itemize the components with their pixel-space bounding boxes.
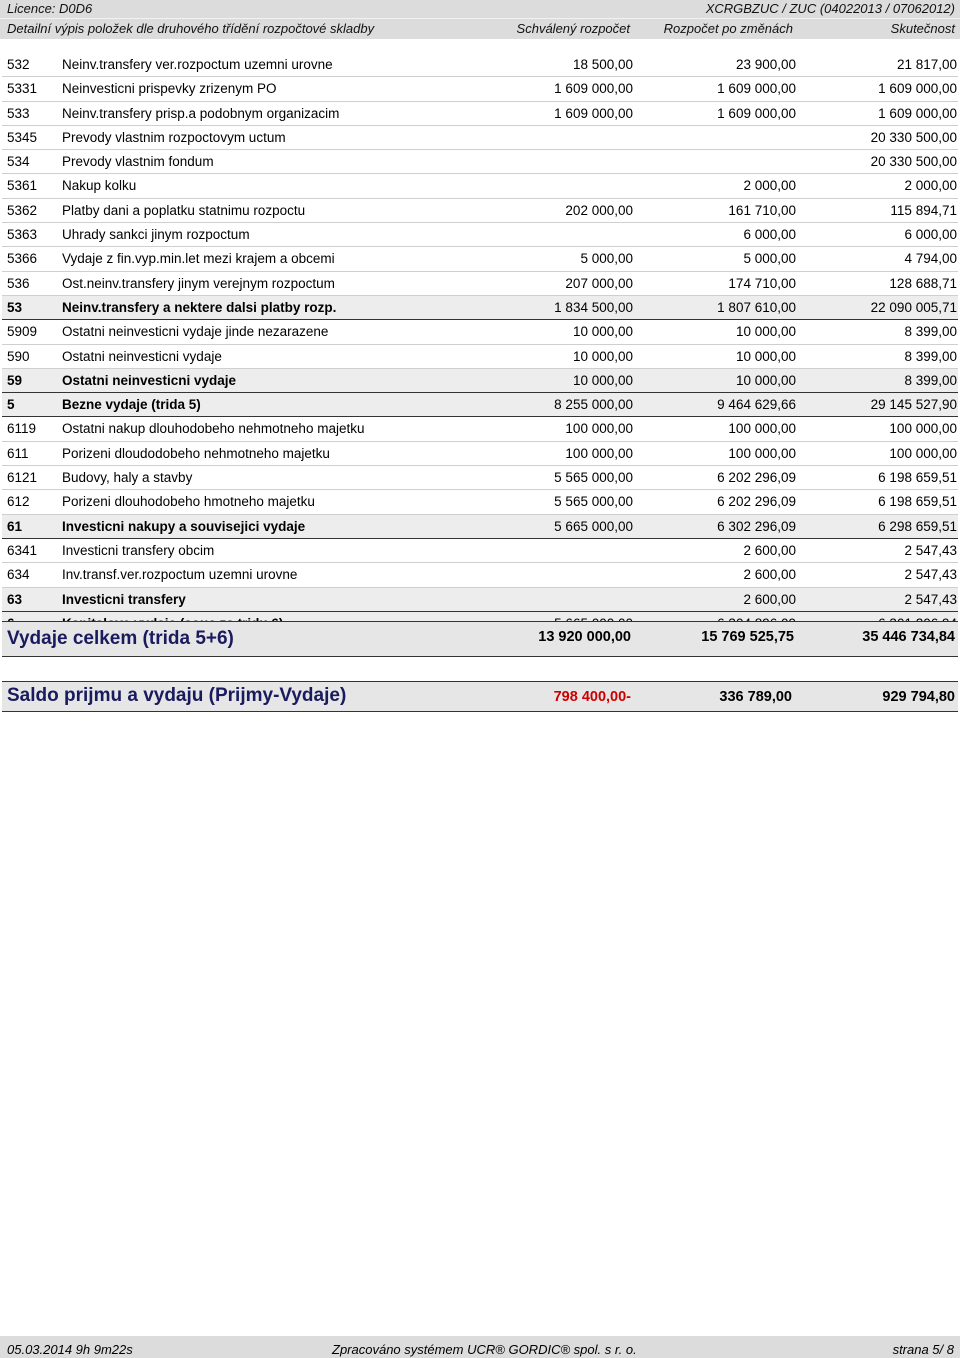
table-row [2,296,958,320]
row-name: Bezne vydaje (trida 5) [62,397,201,413]
row-name: Ostatni nakup dlouhodobeho nehmotneho majetku [62,421,365,437]
row-name: Ostatni neinvesticni vydaje [62,348,222,364]
row-actual: 29 145 527,90 [870,397,957,413]
table-row [2,223,958,247]
footer-system: Zpracováno systémem UCR® GORDIC® spol. s r. o. [332,1342,637,1357]
row-after-changes: 2 600,00 [743,542,796,558]
row-approved: 5 000,00 [580,251,633,267]
column-header-approved: Schválený rozpočet [516,21,630,36]
balance-label: Saldo prijmu a vydaju (Prijmy-Vydaje) [7,685,347,706]
row-name: Uhrady sankci jinym rozpoctum [62,227,250,243]
table-row [2,442,958,466]
row-code: 5362 [7,202,38,218]
row-name: Neinv.transfery prisp.a podobnym organizacim [62,105,340,121]
table-row [2,174,958,198]
table-row [2,563,958,587]
row-approved: 5 565 000,00 [554,470,633,486]
row-code: 5363 [7,227,38,243]
table-row [2,247,958,271]
row-approved: 10 000,00 [572,372,633,388]
row-code: 5909 [7,324,38,340]
table-row [2,102,958,126]
row-after-changes: 1 609 000,00 [717,105,796,121]
table-row [2,53,958,77]
row-actual: 6 198 659,51 [878,470,957,486]
row-approved: 10 000,00 [572,324,633,340]
row-actual: 6 298 659,51 [878,518,957,534]
table-row [2,466,958,490]
table-row [2,369,958,393]
row-actual: 22 090 005,71 [870,299,957,315]
budget-items-table [0,53,960,636]
row-name: Neinv.transfery a nektere dalsi platby rozp. [62,299,337,315]
row-actual: 21 817,00 [896,57,957,72]
row-code: 612 [7,494,30,510]
row-after-changes: 5 000,00 [743,251,796,267]
table-row [2,126,958,150]
balance-after-changes: 336 789,00 [719,689,792,705]
table-row [2,539,958,563]
row-actual: 100 000,00 [889,421,957,437]
row-after-changes: 6 000,00 [743,227,796,243]
table-row [2,272,958,296]
row-after-changes: 174 710,00 [728,275,796,291]
row-approved: 1 609 000,00 [554,105,633,121]
row-code: 61 [7,518,23,534]
row-approved: 18 500,00 [572,57,633,72]
report-subtitle: Detailní výpis položek dle druhového třídění rozpočtové skladby [7,21,375,36]
row-actual: 8 399,00 [904,324,957,340]
row-approved: 1 834 500,00 [554,299,633,315]
column-header-actual: Skutečnost [890,21,955,36]
row-name: Ost.neinv.transfery jinym verejnym rozpoctum [62,275,335,291]
row-actual: 100 000,00 [889,445,957,461]
row-after-changes: 6 302 296,09 [717,518,796,534]
row-approved: 5 565 000,00 [554,494,633,510]
balance-row [2,681,958,712]
row-after-changes: 6 202 296,09 [717,494,796,510]
row-after-changes: 161 710,00 [728,202,796,218]
row-code: 6341 [7,542,38,558]
balance-approved: 798 400,00- [553,689,631,705]
row-name: Investicni transfery [62,591,186,607]
row-actual: 2 547,43 [904,542,957,558]
row-actual: 8 399,00 [904,372,957,388]
row-name: Budovy, haly a stavby [62,470,193,486]
row-approved: 207 000,00 [565,275,633,291]
row-code: 5 [7,397,15,413]
row-approved: 8 255 000,00 [554,397,633,413]
table-row [2,490,958,514]
row-actual: 128 688,71 [889,275,957,291]
row-after-changes: 1 807 610,00 [717,299,796,315]
table-row [2,515,958,539]
column-header [0,18,960,39]
report-footer [0,1336,960,1358]
row-code: 611 [7,445,29,461]
row-actual: 4 794,00 [904,251,957,267]
row-after-changes: 2 600,00 [743,567,796,583]
row-actual: 1 609 000,00 [878,81,957,97]
row-name: Vydaje z fin.vyp.min.let mezi krajem a obcemi [62,251,335,267]
table-row [2,345,958,369]
row-approved: 100 000,00 [565,445,633,461]
row-code: 634 [7,567,30,583]
row-name: Prevody vlastnim rozpoctovym uctum [62,129,286,145]
row-after-changes: 6 202 296,09 [717,470,796,486]
row-name: Investicni nakupy a souvisejici vydaje [62,518,306,534]
row-code: 53 [7,299,23,315]
row-actual: 8 399,00 [904,348,957,364]
row-name: Prevody vlastnim fondum [62,154,214,170]
total-expenses-label: Vydaje celkem (trida 5+6) [7,628,234,649]
total-expenses-approved: 13 920 000,00 [538,629,631,645]
footer-datetime: 05.03.2014 9h 9m22s [7,1342,133,1357]
row-name: Inv.transf.ver.rozpoctum uzemni urovne [62,567,298,583]
balance-actual: 929 794,80 [882,689,955,705]
table-row [2,393,958,417]
row-approved: 202 000,00 [565,202,633,218]
row-after-changes: 2 000,00 [743,178,796,194]
licence-label: Licence: D0D6 [7,1,93,16]
row-name: Porizeni dloudodobeho nehmotneho majetku [62,445,330,461]
row-approved: 100 000,00 [565,421,633,437]
total-expenses-row [2,621,958,657]
row-after-changes: 100 000,00 [728,421,796,437]
report-header-top [0,0,960,18]
row-after-changes: 100 000,00 [728,445,796,461]
row-name: Investicni transfery obcim [62,542,215,558]
row-code: 5366 [7,251,38,267]
row-after-changes: 2 600,00 [743,591,796,607]
row-name: Platby dani a poplatku statnimu rozpoctu [62,202,306,218]
row-after-changes: 23 900,00 [735,57,796,72]
row-after-changes: 10 000,00 [735,372,796,388]
table-row [2,77,958,101]
table-row [2,150,958,174]
row-code: 6119 [7,421,37,437]
footer-page: strana 5/ 8 [892,1342,954,1357]
row-code: 536 [7,275,30,291]
row-code: 63 [7,591,23,607]
row-code: 5361 [7,178,38,194]
row-code: 5331 [7,81,38,97]
row-actual: 115 894,71 [890,202,957,218]
row-after-changes: 10 000,00 [735,348,796,364]
row-actual: 1 609 000,00 [878,105,957,121]
total-expenses-actual: 35 446 734,84 [862,629,955,645]
row-code: 532 [7,57,30,72]
row-actual: 2 547,43 [904,567,957,583]
row-code: 534 [7,154,30,170]
row-name: Neinvesticni prispevky zrizenym PO [62,81,277,97]
column-header-after-changes: Rozpočet po změnách [663,21,793,36]
row-name: Ostatni neinvesticni vydaje [62,372,237,388]
table-row [2,588,958,612]
report-id: XCRGBZUC / ZUC (04022013 / 07062012) [705,1,955,16]
row-approved: 10 000,00 [572,348,633,364]
row-code: 59 [7,372,23,388]
row-code: 590 [7,348,30,364]
row-name: Nakup kolku [62,178,137,194]
table-row [2,417,958,441]
row-approved: 5 665 000,00 [554,518,633,534]
table-row [2,199,958,223]
row-actual: 20 330 500,00 [870,154,957,170]
row-code: 5345 [7,129,38,145]
row-actual: 2 000,00 [904,178,957,194]
row-after-changes: 1 609 000,00 [717,81,796,97]
row-code: 6121 [7,470,38,486]
row-after-changes: 9 464 629,66 [717,397,796,413]
total-expenses-after-changes: 15 769 525,75 [701,629,794,645]
row-name: Ostatni neinvesticni vydaje jinde nezarazene [62,324,329,340]
table-row [2,320,958,344]
row-actual: 6 198 659,51 [878,494,957,510]
row-actual: 2 547,43 [904,591,957,607]
row-code: 533 [7,105,30,121]
row-name: Porizeni dlouhodobeho hmotneho majetku [62,494,315,510]
row-actual: 6 000,00 [904,227,957,243]
row-approved: 1 609 000,00 [554,81,633,97]
row-name: Neinv.transfery ver.rozpoctum uzemni urovne [62,57,333,72]
row-actual: 20 330 500,00 [870,129,957,145]
row-after-changes: 10 000,00 [735,324,796,340]
